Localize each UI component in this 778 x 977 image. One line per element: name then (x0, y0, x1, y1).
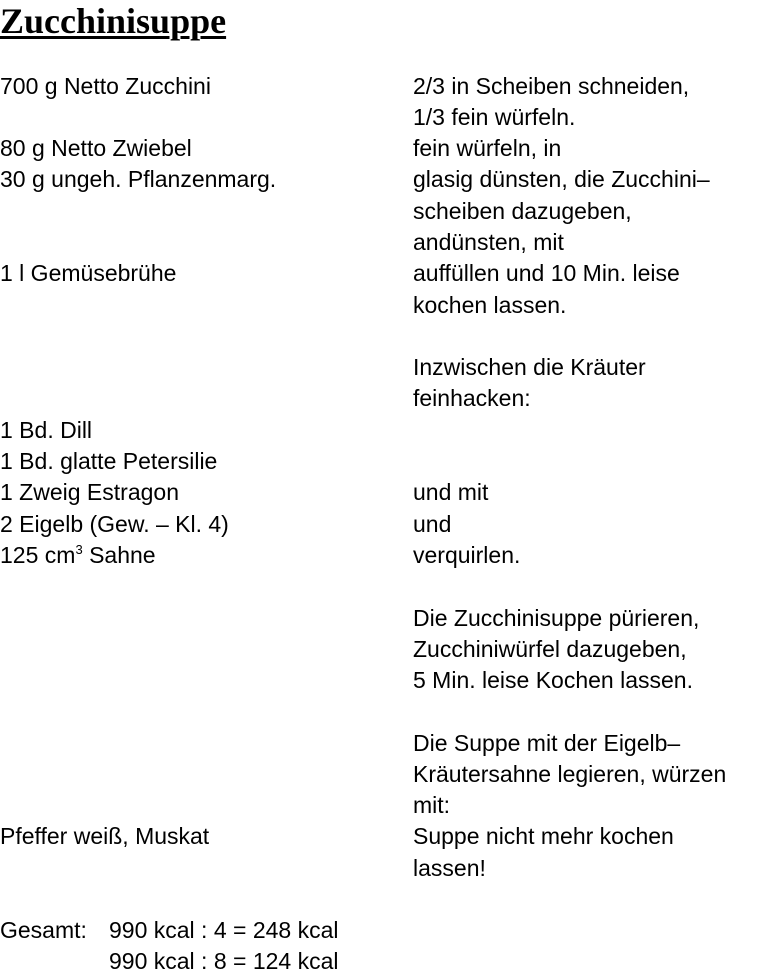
instruction-line: auffüllen und 10 Min. leise (413, 260, 680, 286)
instruction-line: Die Suppe mit der Eigelb– (413, 730, 681, 756)
ingredient-zucchini: 700 g Netto Zucchini (0, 73, 211, 99)
instruction-line: mit: (413, 792, 451, 818)
instruction-line: Zucchiniwürfel dazugeben, (413, 636, 687, 662)
instruction-line: Inzwischen die Kräuter (413, 354, 646, 380)
ingredient-eigelb: 2 Eigelb (Gew. – Kl. 4) (0, 511, 229, 537)
sahne-unit-superscript: 3 (75, 542, 83, 557)
instruction-line: und (413, 511, 452, 537)
recipe-title: Zucchinisuppe (0, 1, 227, 41)
ingredient-gemuesebruehe: 1 l Gemüsebrühe (0, 260, 177, 286)
instruction-line: Die Zucchinisuppe pürieren, (413, 605, 700, 631)
ingredient-zwiebel: 80 g Netto Zwiebel (0, 135, 192, 161)
instruction-line: und mit (413, 479, 489, 505)
instruction-line: 2/3 in Scheiben schneiden, (413, 73, 690, 99)
instruction-line: fein würfeln, in (413, 135, 562, 161)
ingredient-petersilie: 1 Bd. glatte Petersilie (0, 448, 218, 474)
ingredient-gewuerze: Pfeffer weiß, Muskat (0, 823, 210, 849)
instruction-line: verquirlen. (413, 542, 521, 568)
instruction-line: feinhacken: (413, 385, 531, 411)
instruction-line: 1/3 fein würfeln. (413, 104, 576, 130)
ingredient-dill: 1 Bd. Dill (0, 417, 93, 443)
total-per-4: 990 kcal : 4 = 248 kcal (109, 917, 339, 943)
ingredient-estragon: 1 Zweig Estragon (0, 479, 179, 505)
instruction-line: kochen lassen. (413, 292, 567, 318)
instruction-line: Kräutersahne legieren, würzen (413, 761, 727, 787)
instruction-line: Suppe nicht mehr kochen (413, 823, 674, 849)
ingredient-sahne (0, 540, 156, 571)
sahne-amount: 125 cm (0, 542, 76, 568)
instruction-line: scheiben dazugeben, (413, 198, 632, 224)
ingredient-pflanzenmargarine: 30 g ungeh. Pflanzenmarg. (0, 166, 277, 192)
instruction-line: lassen! (413, 855, 486, 881)
total-per-8: 990 kcal : 8 = 124 kcal (109, 948, 339, 974)
instruction-line: glasig dünsten, die Zucchini– (413, 166, 710, 192)
sahne-name: Sahne (89, 542, 156, 568)
instruction-line: andünsten, mit (413, 229, 564, 255)
instruction-line: 5 Min. leise Kochen lassen. (413, 667, 693, 693)
total-label: Gesamt: (0, 917, 87, 943)
